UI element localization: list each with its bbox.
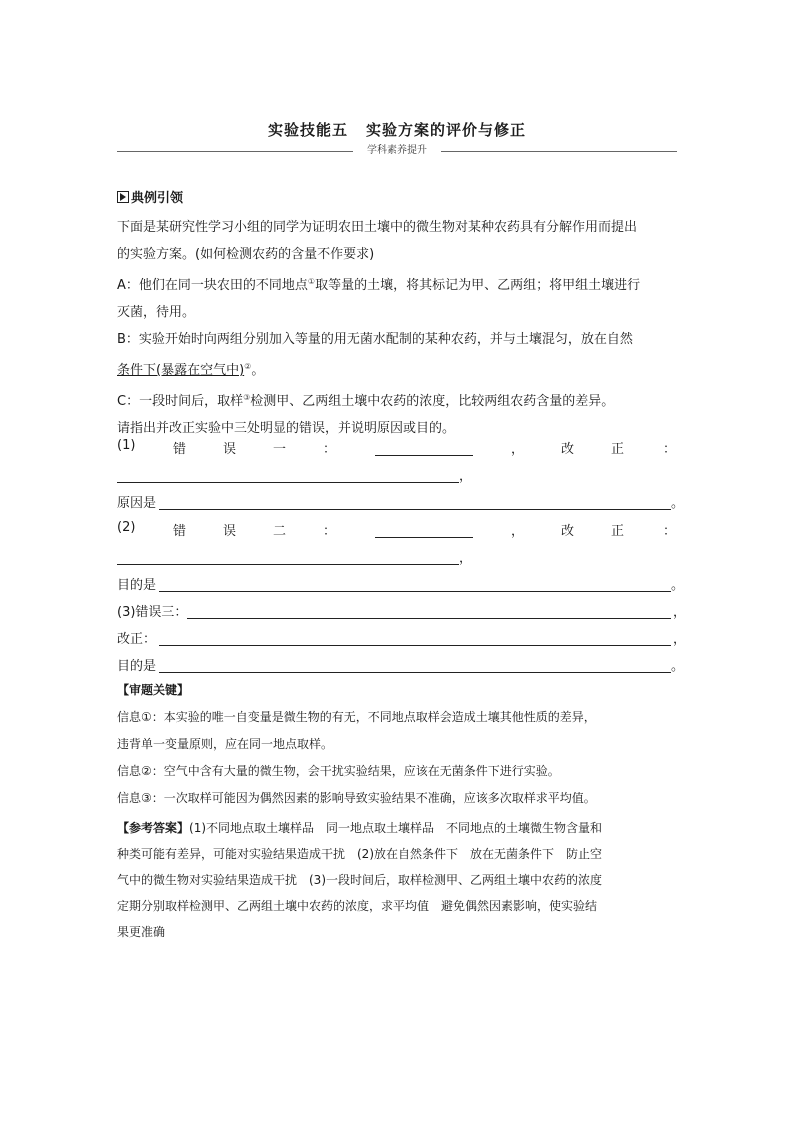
purpose-2-row: [117, 574, 685, 596]
q2-char-4: ：: [323, 524, 337, 539]
reference-answer: [117, 815, 677, 945]
page-title: [0, 119, 794, 140]
intro-line-2: 的实验方案。(如何检测农药的含量不作要求): [117, 247, 375, 262]
subtitle: 学科素养提升: [367, 145, 427, 156]
info-3: 信息③：一次取样可能因为偶然因素的影响导致实验结果不准确，应该多次取样求平均值。: [117, 791, 596, 805]
step-b-underlined: 条件下(暴露在空气中): [117, 363, 245, 378]
subtitle-rule: [117, 144, 677, 158]
fix-1-row: [117, 465, 677, 487]
q1-number: (1): [117, 438, 136, 453]
reason-label: 原因是: [117, 496, 157, 511]
step-c-pre: C：一段时间后，取样: [117, 394, 244, 409]
play-icon: [117, 191, 129, 203]
rule-left: [117, 151, 353, 152]
purpose-3-row: [117, 655, 685, 677]
step-c-post: 检测甲、乙两组土壤中农药的浓度，比较两组农药含量的差异。: [250, 394, 615, 409]
step-b-line-1: B：实验开始时向两组分别加入等量的用无菌水配制的某种农药，并与土壤混匀，放在自然: [117, 332, 633, 347]
q1-char-2: 误: [223, 442, 237, 457]
step-a-post: 取等量的土壤，将其标记为甲、乙两组；将甲组土壤进行: [315, 278, 641, 293]
marker-3: ③: [243, 393, 251, 402]
info-2: 信息②：空气中含有大量的微生物，会干扰实验结果，应该在无菌条件下进行实验。: [117, 764, 560, 778]
fix-1-blank[interactable]: [117, 482, 459, 483]
section-heading-label: 典例引领: [131, 191, 184, 206]
step-c: [117, 384, 677, 415]
error-3-comma: ，: [673, 605, 687, 620]
error-3-row: [117, 601, 687, 623]
purpose-3-label: 目的是: [117, 659, 157, 674]
q1-char-1: 错: [173, 442, 187, 457]
q2-char-1: 错: [173, 524, 187, 539]
q2-char-3: 二: [273, 524, 287, 539]
q1-char-3: 一: [273, 442, 287, 457]
fix-2-blank[interactable]: [117, 564, 459, 565]
fix2-char-1: 改: [561, 524, 575, 539]
fix2-char-2: 正: [611, 524, 625, 539]
answer-line-4: 定期分别取样检测甲、乙两组土壤中农药的浓度，求平均值 避免偶然因素影响，使实验结: [117, 899, 598, 913]
fix-1-comma: ，: [459, 469, 473, 484]
question-prompt: 请指出并改正实验中三处明显的错误，并说明原因或目的。: [117, 421, 456, 436]
answer-line-2: 种类可能有差异，可能对实验结果造成干扰 (2)放在自然条件下 放在无菌条件下 防止空: [117, 847, 603, 861]
fix-2-row: [117, 547, 677, 569]
answer-line-1: [117, 815, 677, 841]
problem-text: [117, 214, 677, 442]
step-a-pre: A：他们在同一块农田的不同地点: [117, 278, 308, 293]
q2-comma: ，: [511, 524, 525, 539]
marker-2: ②: [244, 362, 252, 371]
title-part-b: 实验方案的评价与修正: [366, 121, 527, 139]
marker-1: ①: [307, 277, 316, 286]
error-1-row: [117, 438, 677, 460]
answer-heading: 【参考答案】: [117, 821, 190, 835]
info-1-line-1: 信息①：本实验的唯一自变量是微生物的有无，不同地点取样会造成土壤其他性质的差异，: [117, 710, 596, 724]
fix1-char-2: 正: [611, 442, 625, 457]
fix-3-blank[interactable]: [159, 645, 671, 646]
key-heading: 【审题关键】: [117, 683, 190, 697]
q2-number: (2): [117, 520, 136, 535]
fix-3-comma: ，: [673, 632, 687, 647]
purpose-2-label: 目的是: [117, 578, 157, 593]
q3-label: (3)错误三：: [117, 605, 188, 620]
purpose-3-period: 。: [671, 659, 685, 674]
info-1-line-2: 违背单一变量原则，应在同一地点取样。: [117, 737, 334, 751]
fix-3-label: 改正：: [117, 632, 157, 647]
reason-row: [117, 492, 685, 514]
rule-right: [441, 151, 677, 152]
fix1-char-3: ：: [663, 442, 677, 457]
error-3-blank[interactable]: [187, 618, 671, 619]
purpose-2-period: 。: [671, 578, 685, 593]
step-b-line-2: [117, 353, 677, 384]
purpose-3-blank[interactable]: [159, 672, 671, 673]
answer-line-3: 气中的微生物对实验结果造成干扰 (3)一段时间后，取样检测甲、乙两组土壤中农药的浓度: [117, 873, 603, 887]
q2-char-2: 误: [223, 524, 237, 539]
error-1-blank[interactable]: [375, 455, 473, 456]
reason-period: 。: [671, 496, 685, 511]
fix2-char-3: ：: [663, 524, 677, 539]
answer-line-5: 果更准确: [117, 925, 166, 939]
fix1-char-1: 改: [561, 442, 575, 457]
section-heading: [117, 190, 183, 208]
intro-line-1: 下面是某研究性学习小组的同学为证明农田土壤中的微生物对某种农药具有分解作用而提出: [117, 220, 638, 235]
error-2-row: [117, 520, 677, 542]
fix-2-comma: ，: [459, 551, 473, 566]
purpose-2-blank[interactable]: [159, 591, 671, 592]
fix-3-row: [117, 628, 687, 650]
key-analysis: [117, 677, 677, 812]
error-2-blank[interactable]: [375, 537, 473, 538]
answer-text-1: (1)不同地点取土壤样品 同一地点取土壤样品 不同地点的土壤微生物含量和: [189, 821, 603, 835]
title-part-a: 实验技能五: [267, 121, 348, 139]
step-a-line-2: 灭菌，待用。: [117, 305, 196, 320]
q1-comma: ，: [511, 442, 525, 457]
step-a-line-1: [117, 268, 677, 299]
step-b-end: 。: [251, 363, 265, 378]
reason-blank[interactable]: [159, 509, 671, 510]
q1-char-4: ：: [323, 442, 337, 457]
